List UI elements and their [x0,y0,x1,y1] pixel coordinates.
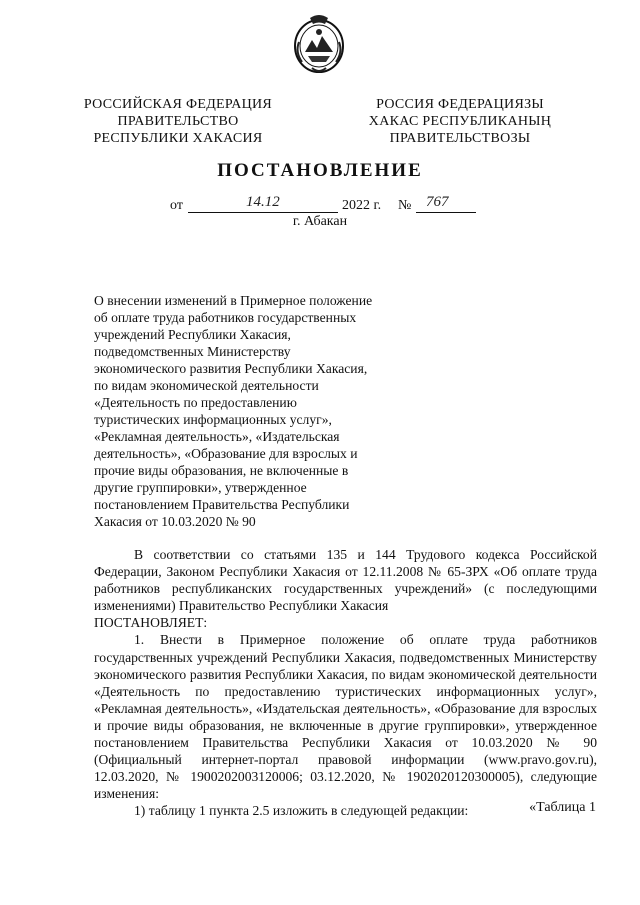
body-paragraph-subitem-1: 1) таблицу 1 пункта 2.5 изложить в следующей редакции: [134,803,469,819]
body-paragraph-item-1: 1. Внести в Примерное положение об оплате труда работников государственных учреждений Республики Хакасия, подведомственных Министерству экономического развития Республики Хакасия, по видам экономической деятельности «Деятельность по предоставлению туристических информационных услуг», «Рекламная деятельность», «Издательская деятельность», «Образование для взрослых и прочие виды образования, не включенные в другие группировки», утвержденное постановлением Правительства Республики Хакасия от 10.03.2020 № 90 (Официальный интернет-портал правовой информации (www.pravo.gov.ru), 12.03.2020, № 1900202003120006; 03.12.2020, № 1902020120300005), следующие изменения: [94,632,597,802]
date-year: 2022 г. [342,198,382,213]
number-label: № [398,198,412,213]
date-handwritten: 14.12 [246,194,280,210]
document-type-title: ПОСТАНОВЛЕНИЕ [217,160,423,181]
place-city: г. Абакан [292,214,348,229]
header-left-line: РЕСПУБЛИКИ ХАКАСИЯ [93,131,263,146]
subject-line: Хакасия от 10.03.2020 № 90 [94,514,256,529]
coat-of-arms-emblem [290,12,348,76]
document-subject [94,292,384,530]
subject-line: по видам экономической деятельности [94,378,319,393]
body-resolves: ПОСТАНОВЛЯЕТ: [94,615,208,631]
subject-line: туристических информационных услуг», [94,412,332,427]
subject-line: об оплате труда работников государственных [94,310,357,325]
header-left-line: РОССИЙСКАЯ ФЕДЕРАЦИЯ [83,97,273,112]
date-from-label: от [170,198,183,213]
subject-line: прочие виды образования, не включенные в [94,463,349,478]
header-right [360,96,560,147]
number-handwritten: 767 [426,194,449,210]
body-paragraph-preamble: В соответствии со статьями 135 и 144 Трудового кодекса Российской Федерации, Законом Республики Хакасия от 12.11.2008 № 65-ЗРХ «Об оплате труда работников республиканских государственных учреждений» (с последующими изменениями) Правительство Республики Хакасия [94,547,597,614]
header-left-line: ПРАВИТЕЛЬСТВО [117,114,239,129]
subject-line: О внесении изменений в Примерное положение [94,293,373,308]
subject-line: учреждений Республики Хакасия, [94,327,291,342]
subject-line: «Деятельность по предоставлению [94,395,297,410]
header-right-line: ХАКАС РЕСПУБЛИКАНЫҢ [368,114,552,129]
subject-line: деятельность», «Образование для взрослых и [94,446,358,461]
table-label: «Таблица 1 [529,800,596,815]
subject-line: подведомственных Министерству [94,344,291,359]
header-right-line: РОССИЯ ФЕДЕРАЦИЯЗЫ [376,97,544,112]
subject-line: постановлением Правительства Республики [94,497,350,512]
header-left [78,96,278,147]
subject-line: другие группировки», утвержденное [94,480,307,495]
document-body [94,546,597,820]
subject-line: «Рекламная деятельность», «Издательская [94,429,340,444]
subject-line: экономического развития Республики Хакасия, [94,361,368,376]
header-right-line: ПРАВИТЕЛЬСТВОЗЫ [389,131,531,146]
